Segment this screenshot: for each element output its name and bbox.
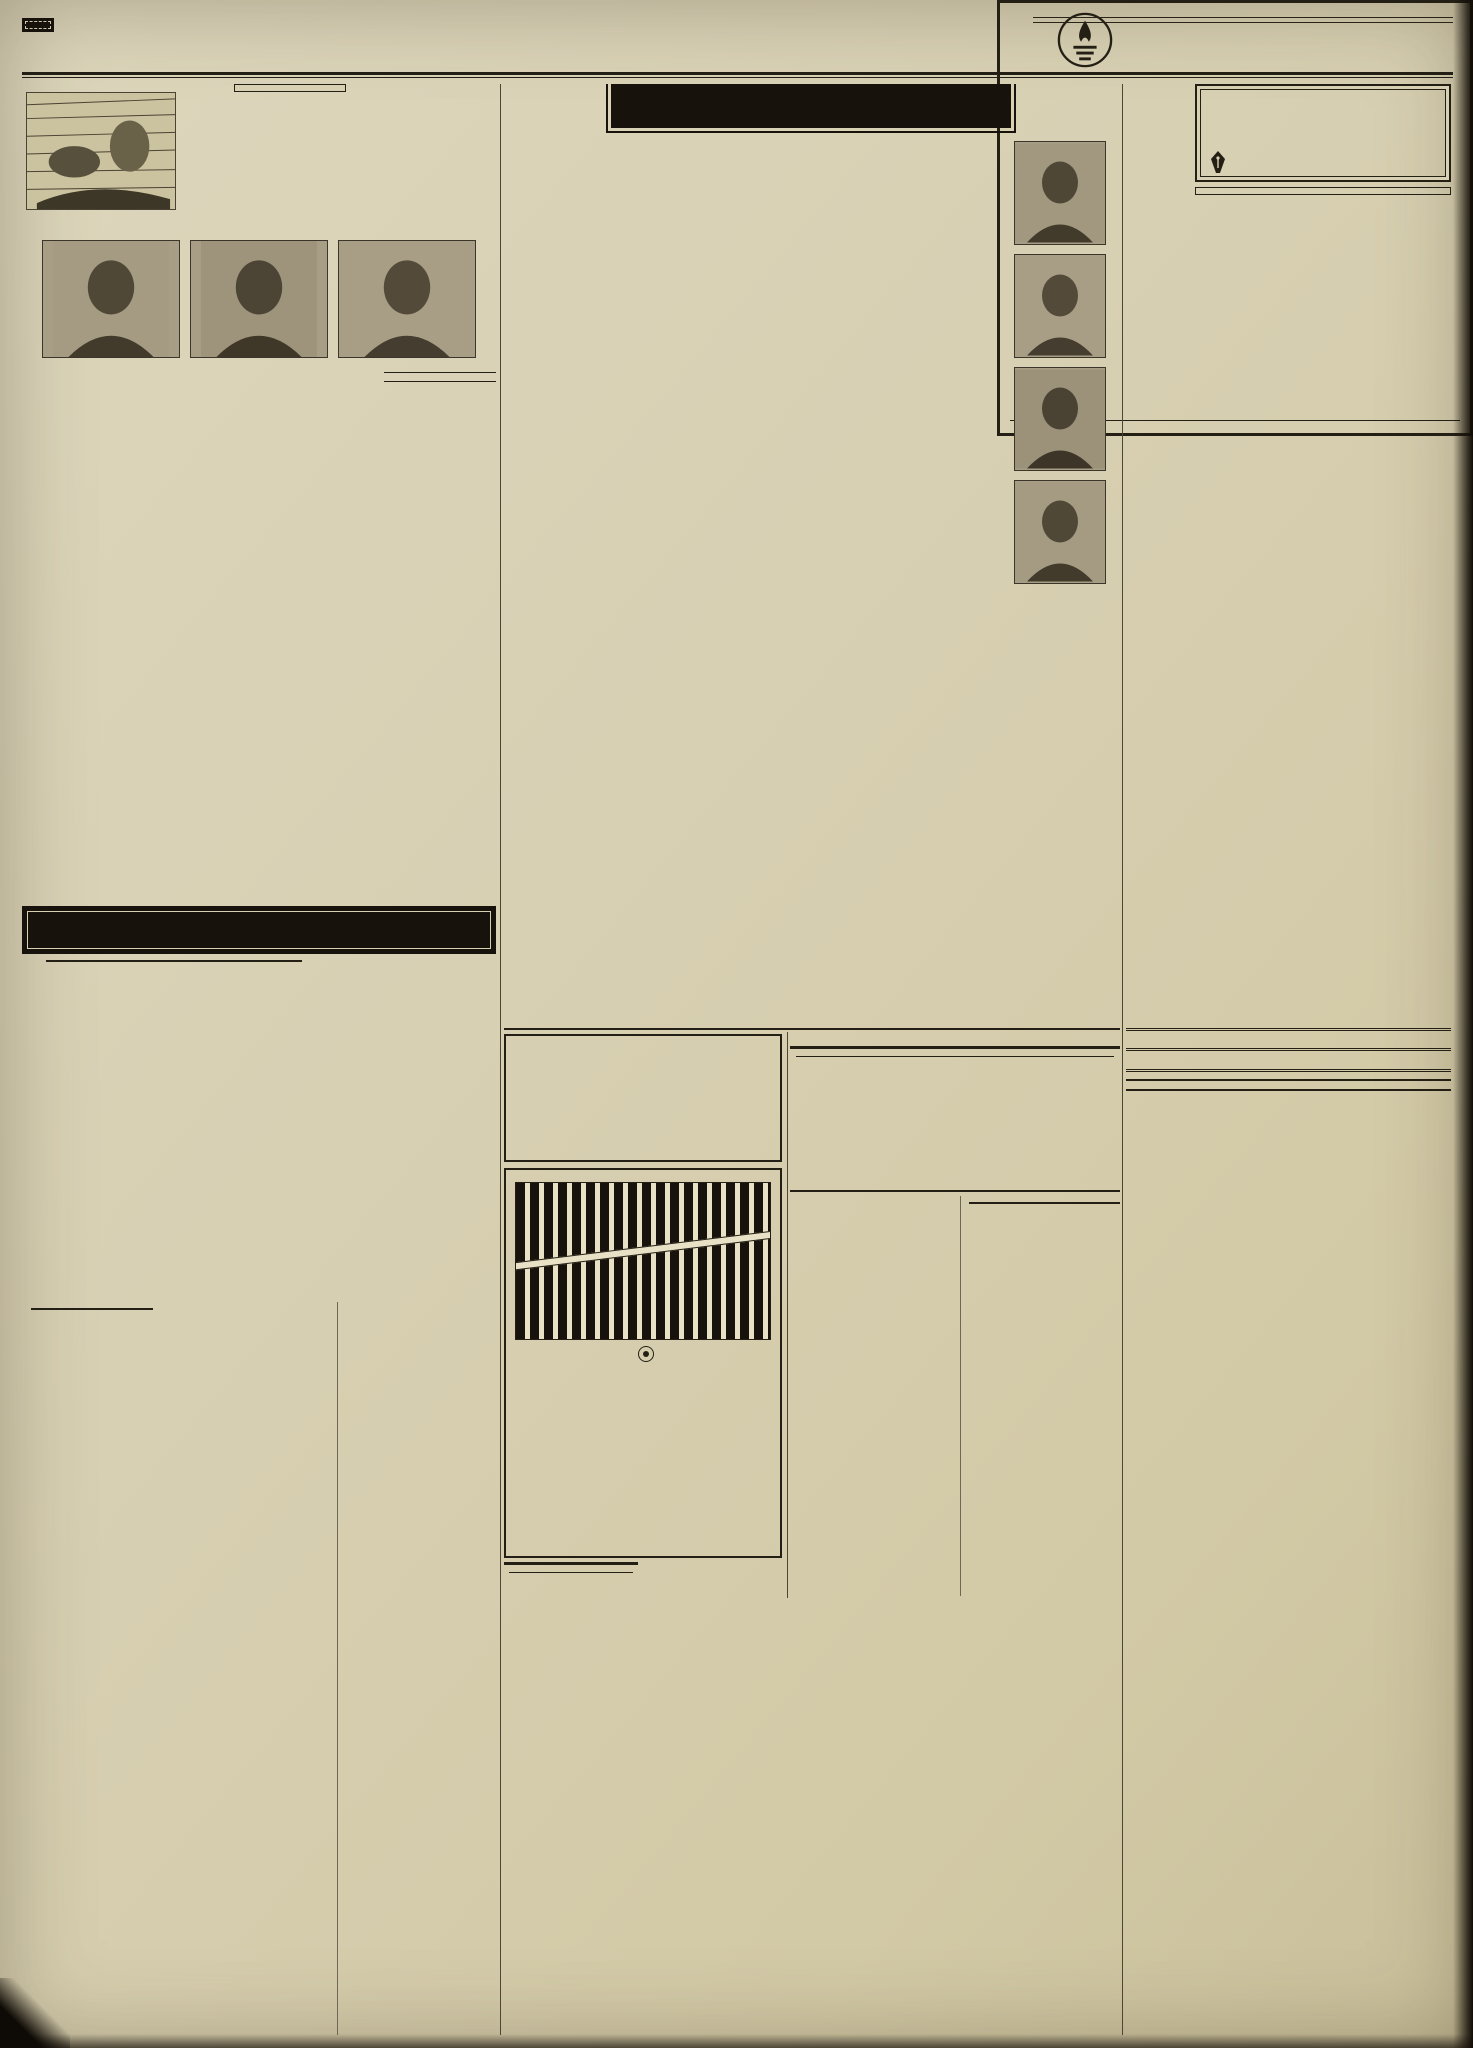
serial-title: [190, 113, 490, 123]
notice-ad: [1126, 1058, 1451, 1062]
crossword-grid-block: [46, 960, 308, 1272]
scan-edge-artifact: [0, 2034, 1473, 2048]
bottom-left-zone: [22, 1302, 496, 2035]
text-column: [337, 1302, 496, 2035]
ad-divider: [969, 1202, 1120, 1204]
solution-grid: [31, 1308, 153, 1310]
down-clues: [170, 1302, 327, 2035]
serial-byline: [234, 84, 346, 92]
solution-column: [22, 1302, 161, 2035]
column-rule: [500, 84, 501, 2035]
portrait-photo: [1014, 254, 1106, 360]
serial-article: [22, 84, 496, 902]
pen-nib-icon: [1207, 150, 1229, 176]
person-silhouette-icon: [339, 241, 475, 357]
crossword-main: [22, 960, 496, 1272]
portrait-photo: [1014, 367, 1106, 473]
portrait-image: [1014, 367, 1106, 471]
person-silhouette-icon: [43, 241, 179, 357]
portrait-caption: [338, 358, 476, 360]
grid-row-numbers: [302, 960, 308, 962]
section-divider: [1126, 1048, 1451, 1051]
portrait-caption: [1014, 584, 1106, 586]
classified-right-column: [960, 1196, 1120, 1596]
date-line: [1033, 17, 1453, 23]
publisher-logo-icon: [638, 1346, 654, 1362]
portrait-caption: [42, 358, 180, 360]
book-cover-image: [515, 1182, 771, 1340]
book-cover-caption: [515, 1226, 771, 1273]
person-silhouette-icon: [1015, 481, 1105, 583]
crossword-grid: [46, 960, 302, 962]
column-rule: [1122, 84, 1123, 2035]
critique-byline: [1195, 187, 1451, 195]
history-banner: [22, 18, 54, 32]
feature-body: [504, 137, 1118, 989]
critique-body: [1126, 215, 1451, 1021]
person-silhouette-icon: [1015, 368, 1105, 470]
serial-header: [22, 84, 496, 236]
crossword-banner: [22, 906, 496, 954]
across-clues: [318, 960, 496, 1272]
portrait-image: [1014, 141, 1106, 245]
portrait-caption: [1014, 358, 1106, 360]
portrait-caption: [1014, 471, 1106, 473]
portrait-photo: [42, 240, 180, 360]
employment-ad: [1126, 1079, 1451, 2035]
portrait-image: [1014, 480, 1106, 584]
portrait-photo: [338, 240, 476, 360]
ferdowsi-prizes-article: [504, 1562, 638, 2035]
classified-ads-zone: [790, 1196, 1120, 1596]
portrait-image: [42, 240, 180, 358]
publisher-row: [515, 1346, 771, 1362]
art-architecture-magazine-ad: [790, 1046, 1120, 1192]
section-divider: [504, 1028, 1120, 1030]
portrait-caption: [190, 358, 328, 360]
islamic-unity-book-ad: [504, 1168, 782, 1558]
ad-body: [796, 1061, 1114, 1127]
top-rule-divider: [22, 72, 1453, 78]
page-date-block: [1033, 14, 1453, 23]
portrait-image: [1014, 254, 1106, 358]
ad-title: [796, 1053, 1114, 1057]
article-title: [509, 1569, 633, 1573]
serial-subhead: [384, 372, 496, 382]
person-silhouette-icon: [191, 241, 327, 357]
ad-title: [1126, 1079, 1451, 1091]
portrait-photo: [1014, 141, 1106, 247]
ad-body: [1126, 1097, 1451, 2031]
feature-banner: [611, 84, 1011, 128]
woodcut-illustration-icon: [26, 92, 176, 210]
portrait-image: [190, 240, 328, 358]
youth-boutique-ad: [1126, 1038, 1451, 1041]
serial-body: [22, 366, 496, 834]
portrait-caption: [1014, 245, 1106, 247]
crossword-section: [22, 906, 496, 1298]
person-silhouette-icon: [1015, 255, 1105, 357]
critique-masthead: [1195, 84, 1451, 182]
person-silhouette-icon: [1015, 142, 1105, 244]
shams-refrigerator-ad: [504, 1034, 782, 1162]
section-divider: [1126, 1069, 1451, 1072]
portrait-photo: [190, 240, 328, 360]
serial-photo-row: [22, 240, 496, 360]
forty-years-ago-feature: [504, 84, 1118, 1026]
column-rule: [787, 1032, 788, 1598]
portrait-image: [338, 240, 476, 358]
classified-left-column: [791, 1196, 951, 1596]
portrait-photo: [1014, 480, 1106, 586]
topbar: [22, 14, 1453, 70]
critique-column: [1126, 84, 1451, 2035]
section-divider: [1126, 1028, 1451, 1031]
